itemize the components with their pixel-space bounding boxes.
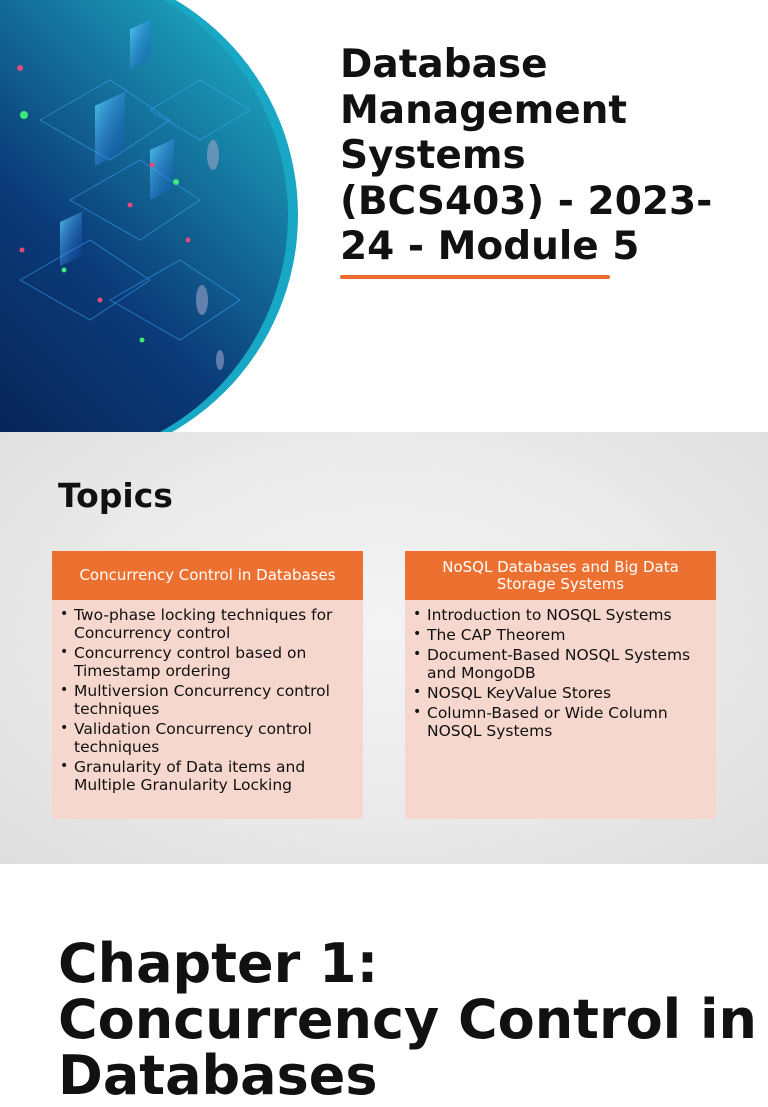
circuit-graphic xyxy=(0,0,300,432)
title-slide xyxy=(0,0,768,432)
concurrency-topic-list xyxy=(52,600,363,794)
list-item: • Column-Based or Wide Column NOSQL Systems xyxy=(413,704,708,740)
list-item: • NOSQL KeyValue Stores xyxy=(413,684,708,702)
nosql-column-header: NoSQL Databases and Big Data Storage Systems xyxy=(405,551,716,600)
concurrency-column xyxy=(52,551,363,819)
list-item: • Two-phase locking techniques for Concurrency control xyxy=(60,606,355,642)
list-item: • Multiversion Concurrency control techniques xyxy=(60,682,355,718)
chapter-title: Chapter 1: Concurrency Control in Databases xyxy=(58,932,757,1107)
circuit-circle-image xyxy=(0,0,300,432)
chapter-slide xyxy=(0,864,768,1107)
topics-slide xyxy=(0,432,768,864)
title-underline xyxy=(340,275,610,279)
topics-heading: Topics xyxy=(58,476,173,515)
list-item: • Validation Concurrency control techniques xyxy=(60,720,355,756)
list-item: • Concurrency control based on Timestamp ordering xyxy=(60,644,355,680)
list-item: • The CAP Theorem xyxy=(413,626,708,644)
presentation-title: Database Management Systems (BCS403) - 2023- 24 - Module 5 xyxy=(340,42,713,269)
nosql-column xyxy=(405,551,716,819)
concurrency-column-header: Concurrency Control in Databases xyxy=(52,551,363,600)
list-item: • Document-Based NOSQL Systems and MongoDB xyxy=(413,646,708,682)
list-item: • Introduction to NOSQL Systems xyxy=(413,606,708,624)
list-item: • Granularity of Data items and Multiple Granularity Locking xyxy=(60,758,355,794)
nosql-topic-list xyxy=(405,600,716,740)
